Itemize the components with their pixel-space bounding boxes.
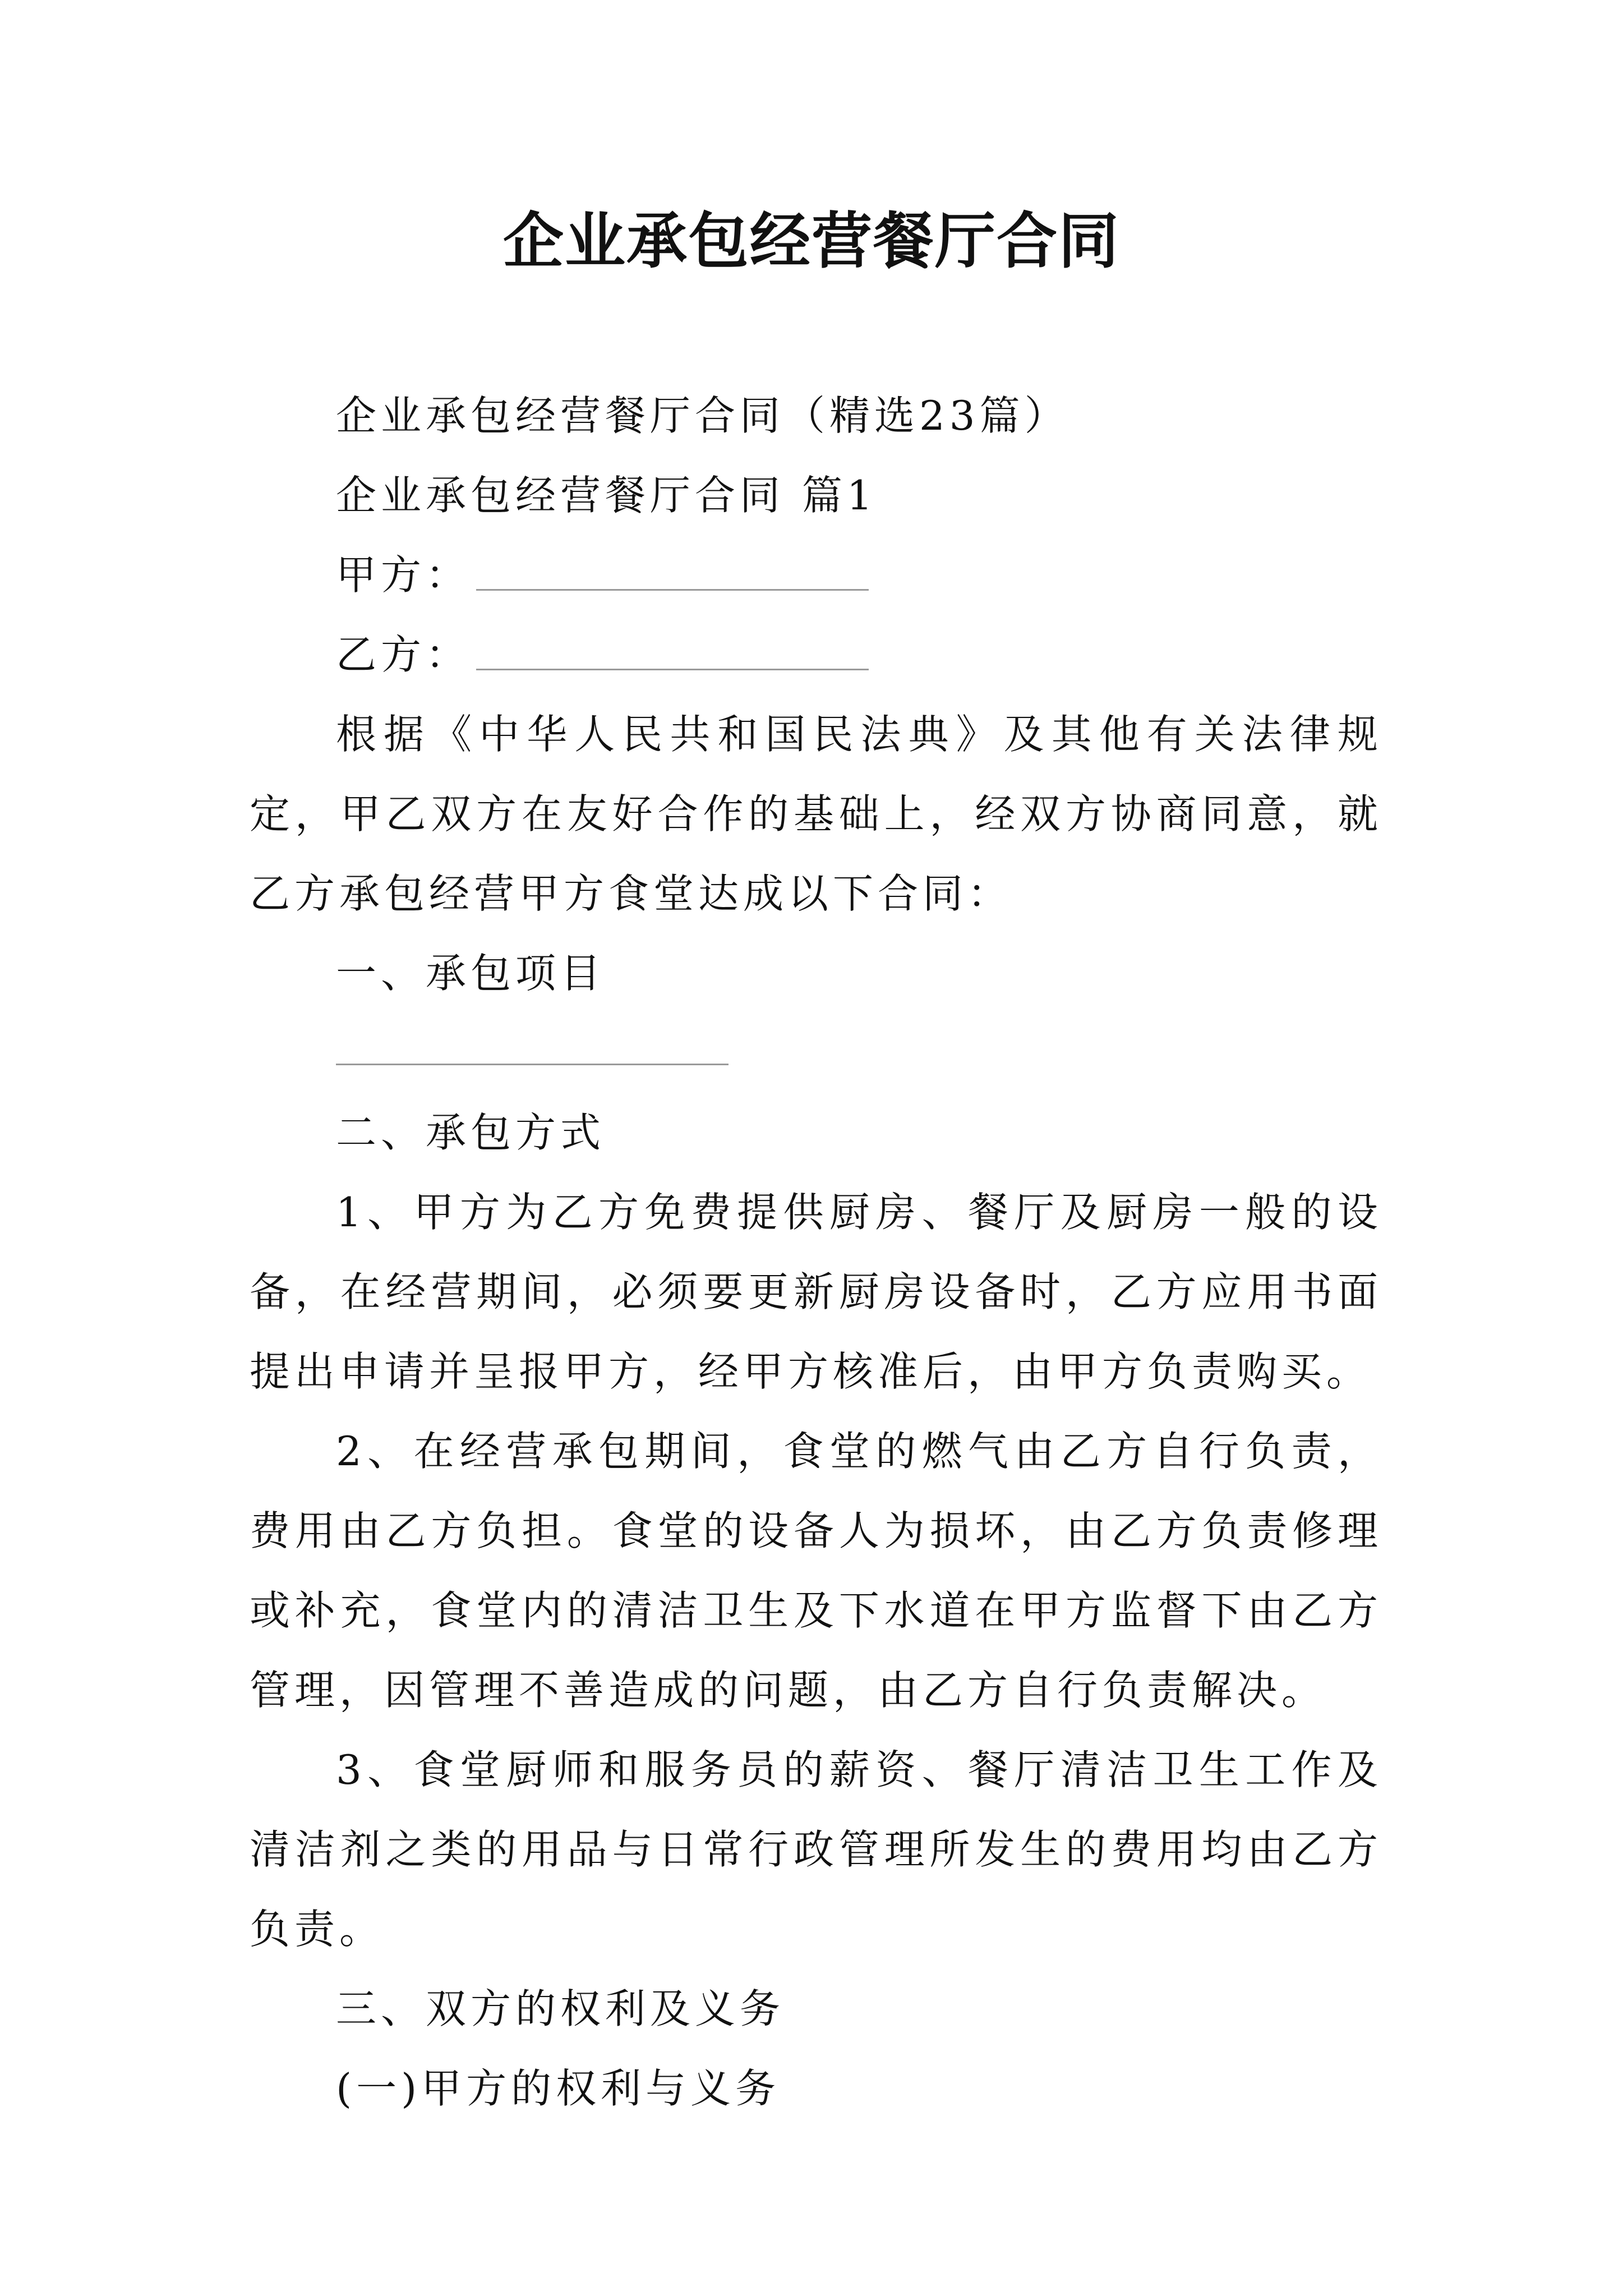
clause1-heading: 一、承包项目 — [336, 950, 606, 997]
party-b-label: 乙方： — [336, 631, 471, 678]
clause1-blank-line — [250, 1013, 1382, 1093]
party-a-label: 甲方： — [336, 551, 471, 599]
clause3-heading: 三、双方的权利及义务 — [336, 1985, 785, 2032]
party-a-line — [250, 535, 1382, 615]
intro-paragraph: 根据《中华人民共和国民法典》及其他有关法律规定，甲乙双方在友好合作的基础上，经双方协商同意，就乙方承包经营甲方食堂达成以下合同： — [250, 711, 1382, 917]
clause2-item1: 1、甲方为乙方免费提供厨房、餐厅及厨房一般的设备，在经营期间，必须要更新厨房设备时，乙方应用书面提出申请并呈报甲方，经甲方核准后，由甲方负责购买。 — [250, 1189, 1382, 1395]
clause2-heading: 二、承包方式 — [336, 1109, 606, 1156]
clause2-item2: 2、在经营承包期间，食堂的燃气由乙方自行负责，费用由乙方负担。食堂的设备人为损坏，由乙方负责修理或补充，食堂内的清洁卫生及下水道在甲方监督下由乙方管理，因管理不善造成的问题，由乙方自行负责解决。 — [250, 1428, 1382, 1714]
party-b-blank — [476, 646, 869, 670]
clause3-sub1: (一)甲方的权利与义务 — [336, 2065, 781, 2112]
section-heading: 企业承包经营餐厅合同 篇1 — [336, 472, 877, 519]
party-b-line — [250, 615, 1382, 694]
clause2-item3: 3、食堂厨师和服务员的薪资、餐厅清洁卫生工作及清洁剂之类的用品与日常行政管理所发生的费用均由乙方负责。 — [250, 1746, 1382, 1953]
party-a-blank — [476, 567, 869, 591]
document-title: 企业承包经营餐厅合同 — [502, 206, 1120, 277]
clause1-blank-rule — [336, 1064, 728, 1065]
document-subtitle: 企业承包经营餐厅合同（精选23篇） — [336, 392, 1069, 439]
document-body — [250, 376, 1382, 2128]
